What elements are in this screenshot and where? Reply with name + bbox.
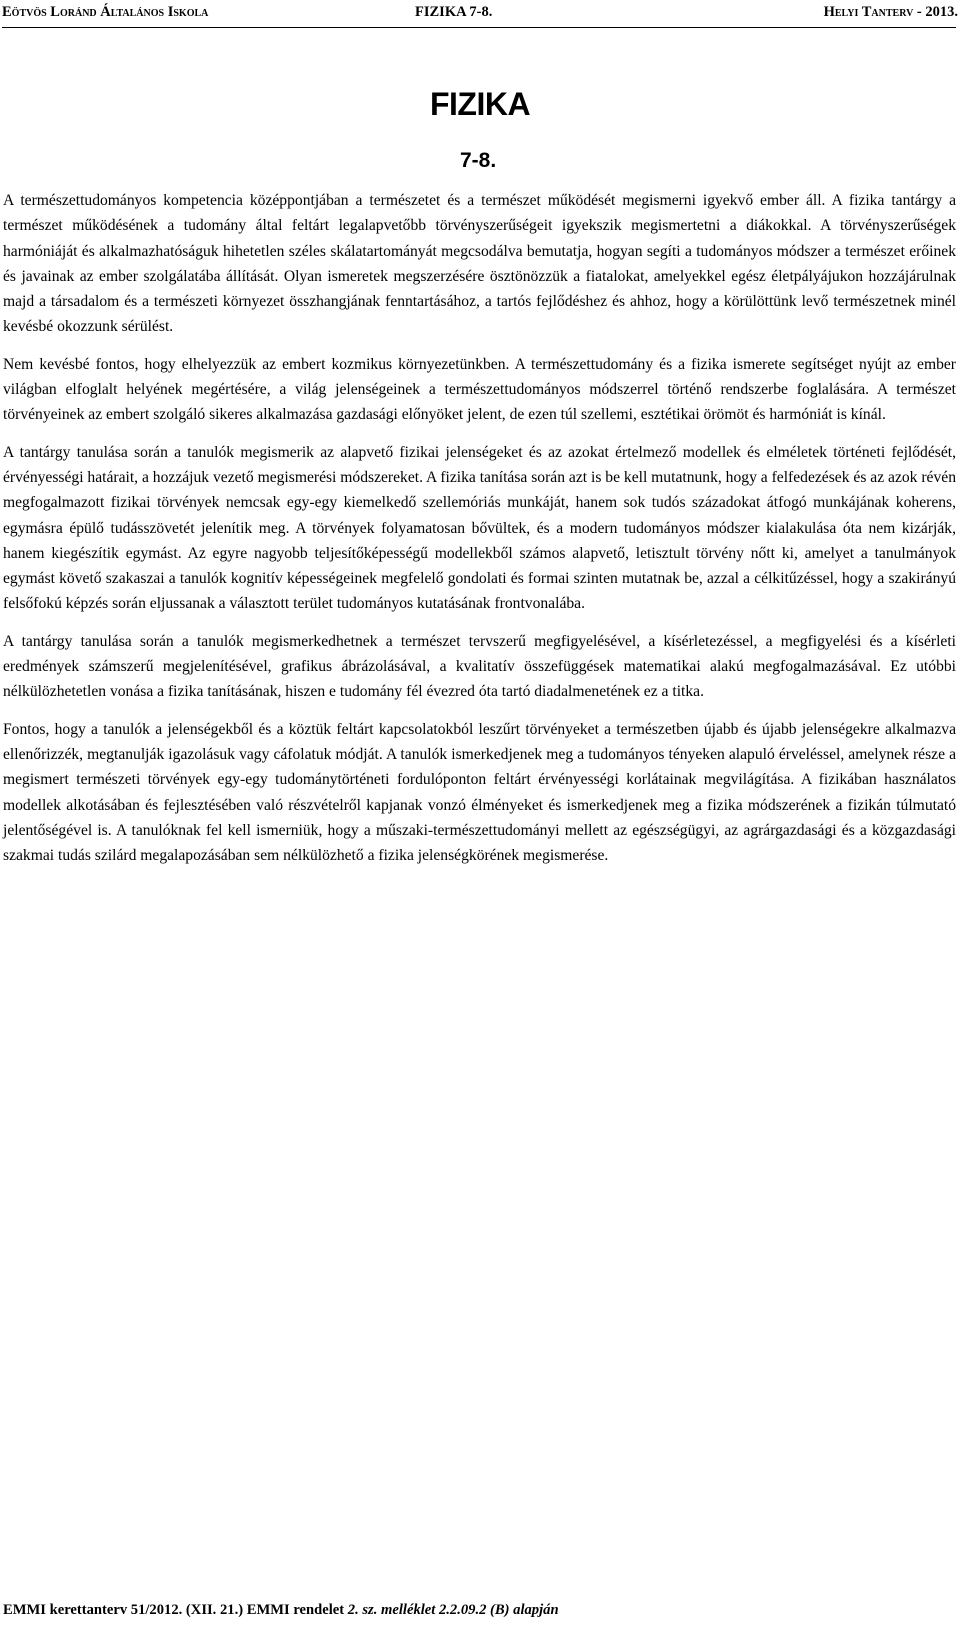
paragraph: Fontos, hogy a tanulók a jelenségekből és a köztük feltárt kapcsolatokból leszűrt törvényeket a természetben újabb és újabb jelenségekre alkalmazva ellenőrizzék, megtanulják igazolásuk vagy cáfolatuk módját. A tanulók ismerkedjenek meg a tudományos tényeken alapuló érveléssel, amelynek része a megismert természeti törvények egy-egy tudománytörténeti fordulóponton feltárt érvényességi korlátainak megvilágítása. A fizikában használatos modellek alkotásában és fejlesztésében való részvételről kapjanak vonzó élményeket és ismerkedjenek meg a fizika módszerének a fizikán túlmutató jelentőségével is. A tanulóknak fel kell ismerniük, hogy a műszaki-természettudományi mellett az egészségügyi, az agrárgazdasági és a közgazdasági szakmai tudás szilárd megalapozásában sem nélkülözhető a fizika jelenségkörének megismerése. — [3, 720, 956, 865]
footer-reference: 2. sz. melléklet 2.2.09.2 (B) alapján — [347, 1602, 559, 1618]
page-footer — [3, 1602, 703, 1619]
document-body — [3, 188, 956, 880]
page-header — [2, 4, 958, 28]
paragraph: A tantárgy tanulása során a tanulók megismerkedhetnek a természet tervszerű megfigyelésével, a kísérletezéssel, a megfigyelési és a kísérleti eredmények számszerű megjelenítésével, grafikus ábrázolásával, a kvalitatív összefüggések matematikai alakú megfogalmazásával. Ez utóbbi nélkülözhetetlen vonása a fizika tanításának, hiszen e tudomány fél évezred óta tartó diadalmenetének ez a titka. — [3, 632, 956, 701]
page-title: FIZIKA — [429, 86, 531, 122]
footer-source: EMMI kerettanterv 51/2012. (XII. 21.) EMMI rendelet — [3, 1602, 348, 1618]
paragraph: A tantárgy tanulása során a tanulók megismerik az alapvető fizikai jelenségeket és az azokat értelmező modellek és elméletek történeti fejlődését, érvényességi határait, a hozzájuk vezető megismerési módszereket. A fizika tanítása során azt is be kell mutatnunk, hogy a felfedezések és az azok révén megfogalmazott fizikai törvények nemcsak egy-egy kiemelkedő szellemóriás munkáját, hanem sok tudós századokat átfogó munkájának koherens, egymásra épülő tudásszövetét jelenítik meg. A törvények folyamatosan bővültek, és a modern tudományos módszer kialakulása óta nem kizárják, hanem kiegészítik egymást. Az egyre nagyobb teljesítőképességű modellekből számos alapvető, letisztult törvény nőtt ki, amelyet a tanulmányok egymást követő szakaszai a tanulók kognitív képességeinek megfelelő gondolati és formai szinten mutatnak be, azzal a célkitűzéssel, hogy a szakirányú felsőfokú képzés során eljussanak a választott terület tudományos kutatásának frontvonalába. — [3, 443, 956, 613]
paragraph: Nem kevésbé fontos, hogy elhelyezzük az embert kozmikus környezetünkben. A természettudomány és a fizika ismerete segítséget nyújt az ember világban elfoglalt helyének megértésére, a világ jelenségeinek a természettudományos módszerrel történő rendszerbe foglalására. A természet törvényeinek az embert szolgáló sikeres alkalmazása gazdasági előnyöket jelent, de ezen túl szellemi, esztétikai örömöt és harmóniát is kínál. — [3, 355, 956, 424]
header-subject: FIZIKA 7-8. — [415, 4, 493, 20]
grade-label: 7-8. — [460, 149, 497, 172]
school-name: Eötvös Loránd Általános Iskola — [2, 4, 209, 20]
header-curriculum: Helyi Tanterv - 2013. — [823, 4, 958, 20]
header-divider — [2, 27, 956, 28]
paragraph: A természettudományos kompetencia középpontjában a természetet és a természet működését megismerni igyekvő ember áll. A fizika tantárgy a természet működésének a tudomány által feltárt legalapvetőbb törvényszerűségeit igyekszik megismertetni a diákokkal. A törvényszerűségek harmóniáját és alkalmazhatóságuk hihetetlen széles skálatartományát megcsodálva bemutatja, hogyan segíti a tudományos módszer a természet erőinek és javainak az ember szolgálatába állítását. Olyan ismeretek megszerzésére ösztönözzük a fiatalokat, amelyekkel egész életpályájukon hozzájárulnak majd a társadalom és a természeti környezet összhangjának fenntartásához, a tartós fejlődéshez és ahhoz, hogy a körülöttünk levő természetnek minél kevésbé okozzunk sérülést. — [3, 192, 956, 336]
